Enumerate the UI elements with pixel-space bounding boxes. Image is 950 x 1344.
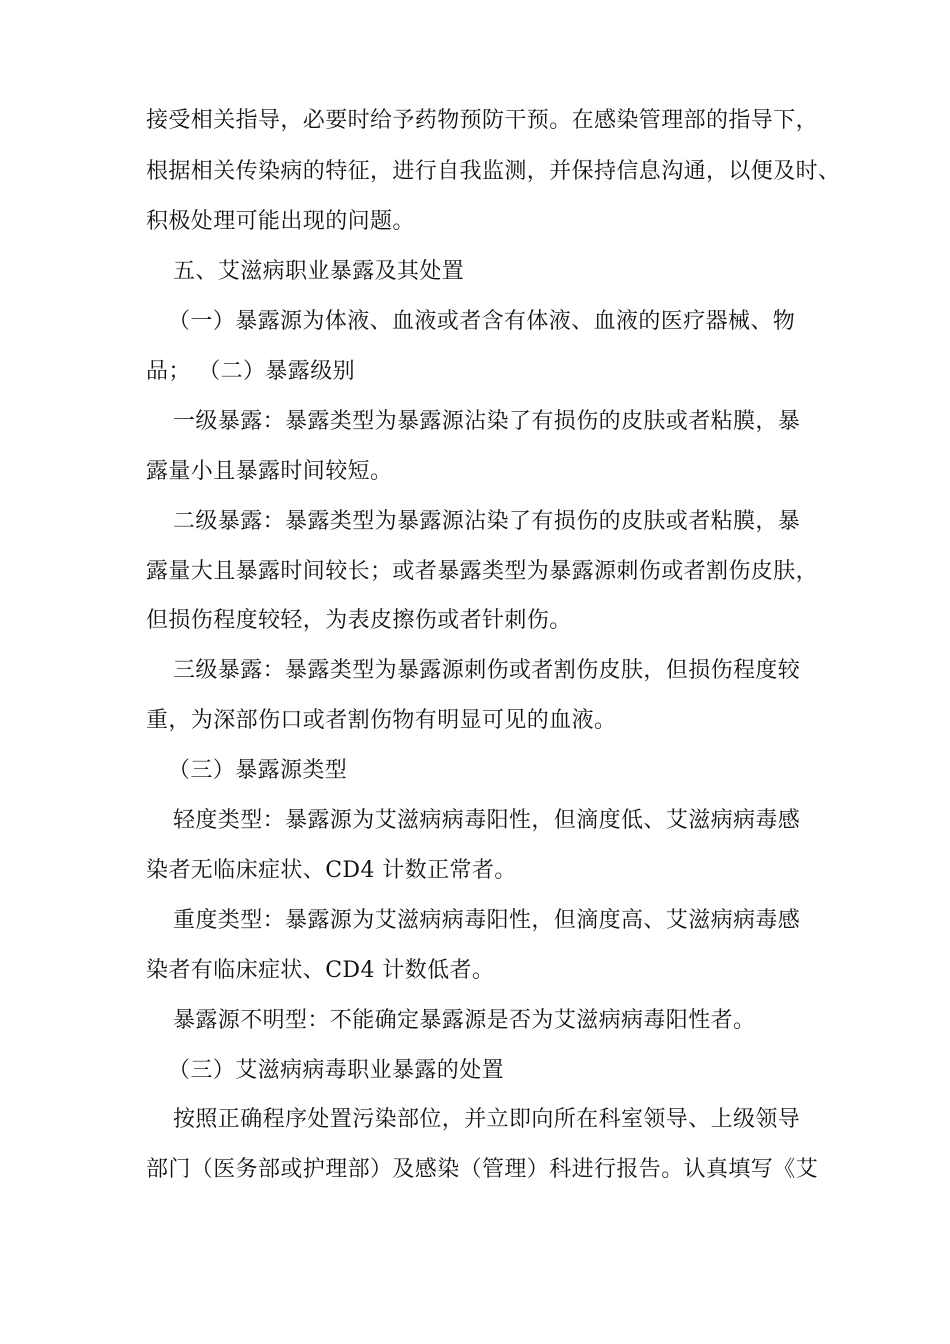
subsection-heading: （一）暴露源为体液、血液或者含有体液、血液的医疗器械、物 <box>168 309 796 334</box>
paragraph-line: 按照正确程序处置污染部位，并立即向所在科室领导、上级领导 <box>173 1107 801 1132</box>
text-line: 品； （二）暴露级别 <box>146 359 355 384</box>
text-line: 接受相关指导，必要时给予药物预防干预。在感染管理部的指导下， <box>146 108 819 133</box>
text-line: 但损伤程度较轻，为表皮擦伤或者针刺伤。 <box>146 608 572 633</box>
text-line: 重，为深部伤口或者割伤物有明显可见的血液。 <box>146 708 617 733</box>
subsection-heading: （三）暴露源类型 <box>168 758 348 783</box>
paragraph-line: 重度类型：暴露源为艾滋病病毒阳性，但滴度高、艾滋病病毒感 <box>173 908 801 933</box>
text-line: 部门（医务部或护理部）及感染（管理）科进行报告。认真填写《艾 <box>146 1157 819 1182</box>
subsection-heading: （三）艾滋病病毒职业暴露的处置 <box>168 1058 505 1083</box>
text-line: 染者无临床症状、CD4 计数正常者。 <box>146 858 517 883</box>
text-line: 染者有临床症状、CD4 计数低者。 <box>146 958 495 983</box>
text-line: 露量大且暴露时间较长；或者暴露类型为暴露源刺伤或者割伤皮肤， <box>146 559 819 584</box>
paragraph-line: 轻度类型：暴露源为艾滋病病毒阳性，但滴度低、艾滋病病毒感 <box>173 808 801 833</box>
text-line: 积极处理可能出现的问题。 <box>146 209 415 234</box>
paragraph-line: 二级暴露：暴露类型为暴露源沾染了有损伤的皮肤或者粘膜，暴 <box>173 509 801 534</box>
paragraph-line: 三级暴露：暴露类型为暴露源刺伤或者割伤皮肤，但损伤程度较 <box>173 658 801 683</box>
section-heading: 五、艾滋病职业暴露及其处置 <box>173 259 465 284</box>
text-line: 露量小且暴露时间较短。 <box>146 459 393 484</box>
paragraph-line: 一级暴露：暴露类型为暴露源沾染了有损伤的皮肤或者粘膜，暴 <box>173 409 801 434</box>
paragraph-line: 暴露源不明型：不能确定暴露源是否为艾滋病病毒阳性者。 <box>173 1008 756 1033</box>
text-line: 根据相关传染病的特征，进行自我监测，并保持信息沟通，以便及时、 <box>146 159 841 184</box>
